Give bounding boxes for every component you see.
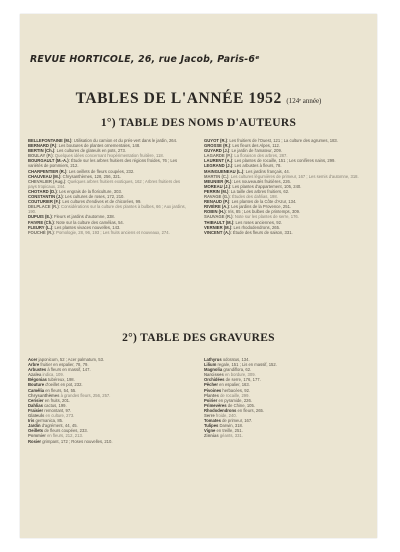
- entry-text: : Les nouveautés fruitières, 226.: [231, 178, 292, 184]
- entry-text: : Les fruitiers de l'Ouest, 121 ; La culture des agrumes, 183.: [227, 138, 338, 143]
- entry-text: herbacées, 92.: [221, 387, 251, 393]
- entry-name: Rhododendrons: [204, 407, 237, 413]
- index-entry: [28, 372, 188, 377]
- entry-text: : Les plantes de rocaille, 151 ; Les conifères nains, 299.: [232, 158, 336, 164]
- entry-text: : Utilisation du camion et du prés-vert dans le jardin, 264.: [71, 138, 178, 143]
- document-page: [20, 14, 377, 538]
- entry-text: froide, 240.: [214, 413, 237, 419]
- entry-text: : Les plantes vivaces nouvelles, 143.: [52, 224, 121, 230]
- entry-name: Oeillets: [28, 428, 44, 434]
- entry-text: : Étude sur les arbres fruitiers des régions froides, 76 ; Les variétés de pommiers, 212.: [28, 158, 178, 169]
- entry-name: Tomates: [204, 418, 221, 424]
- entry-name: Primevères: [204, 402, 227, 408]
- entry-text: grimpant, 172 ; Roses nouvelles, 210.: [41, 438, 113, 444]
- entry-text: remontant, 97.: [43, 407, 72, 413]
- entry-name: Zinnias: [204, 433, 219, 439]
- entry-name: VERNIER (M.): [204, 224, 232, 230]
- entry-name: ROBIN (H.): [204, 209, 226, 215]
- index-entry: [28, 413, 188, 418]
- entry-name: Orchidées: [204, 377, 225, 383]
- entry-name: Lilium: [204, 362, 217, 368]
- index-entry: [204, 230, 367, 235]
- entry-text: : Les arbustes à fleurs, 78.: [232, 163, 282, 169]
- title-main: TABLES DE L'ANNÉE 1952: [75, 90, 282, 107]
- entry-text: de rocaille, 299.: [218, 392, 250, 398]
- entry-name: MAINGUENEAU (L.): [204, 168, 244, 174]
- entry-text: : Chrysanthèmes, 128, 256, 321.: [60, 173, 122, 179]
- entry-text: d'agrément, 44, 45.: [40, 423, 78, 429]
- entry-name: RENAUD (P.): [204, 199, 230, 205]
- entry-text: : Étude des fleurs de saison, 331.: [230, 229, 293, 235]
- index-entry: [28, 204, 188, 214]
- entry-text: : Les fleurs des Alpes, 112.: [230, 143, 281, 149]
- entry-text: à fleurs en massif, 147.: [46, 367, 91, 373]
- entry-text: géants, 331.: [218, 433, 243, 439]
- entry-text: en culture, 273.: [44, 413, 75, 419]
- entry-name: Magnolia: [204, 367, 223, 373]
- index-entry: [204, 413, 367, 418]
- entry-text: Darwin, 318.: [218, 423, 244, 429]
- entry-text: : Études des dahlias, 198.: [229, 194, 278, 200]
- entry-name: GUYARD (J.): [204, 148, 230, 154]
- entry-name: Fraisier: [28, 407, 44, 413]
- entry-name: FLEURY (L.): [28, 224, 53, 230]
- index-entry: [204, 194, 367, 199]
- index-entry: [28, 439, 188, 444]
- entry-name: RIVIÈRE (A.): [204, 204, 229, 210]
- entry-text: en fruits, 201.: [43, 397, 71, 403]
- entry-name: PERRIN (M.): [204, 188, 229, 194]
- entry-name: Glaïeuls: [28, 413, 45, 419]
- entry-text: : Les cultures de glaïeuls en pots, 273.: [54, 148, 126, 154]
- entry-name: Jardin: [28, 423, 41, 429]
- entry-text: de Chine, 105.: [226, 402, 255, 408]
- entry-name: MARTIN (C.): [204, 173, 229, 179]
- index-entry: [204, 174, 367, 179]
- entry-text: : Les roses anciennes, 92.: [233, 219, 283, 225]
- entry-text: germanica, 85.: [34, 418, 64, 424]
- entry-name: BELLEFONTAINE (M.): [28, 138, 72, 143]
- entry-name: Narcisses: [204, 372, 224, 378]
- entry-name: Pommier: [28, 433, 46, 439]
- entry-text: en treille, 251.: [215, 428, 243, 434]
- entry-text: : Les jardins français, 44.: [243, 168, 290, 174]
- entry-name: LAURENT (A.): [204, 158, 233, 164]
- entry-text: regale, 151 ; Lis en massif, 152.: [216, 362, 277, 368]
- entry-name: Cerisier: [28, 397, 44, 403]
- publication-header: REVUE HORTICOLE, 26, rue Jacob, Paris-6ᵉ: [30, 54, 260, 65]
- entry-text: : Les oeillets de fleurs coupées, 232.: [66, 168, 135, 174]
- entry-name: Camélia: [28, 387, 45, 393]
- entry-name: BOULAY (P.): [28, 153, 53, 159]
- entry-text: en pyramide, 226.: [217, 397, 252, 403]
- index-entry: [28, 433, 188, 438]
- entry-text: : Iris, 85 ; Les bulbes de printemps, 309.: [225, 209, 301, 215]
- entry-name: LAGARDE (P.): [204, 153, 233, 159]
- entry-name: Pêcher: [204, 382, 218, 388]
- entry-name: CHAUVEAU (M.): [28, 173, 61, 179]
- entry-name: CONSTANTIN (J.): [28, 194, 63, 200]
- page-title: [20, 90, 377, 108]
- engravings-column-left: [28, 357, 188, 535]
- entry-text: : Note sur la culture des camélias, 54.: [53, 219, 124, 225]
- entry-name: Azalea: [28, 372, 42, 378]
- entry-name: GUYOT (R.): [204, 138, 228, 143]
- entry-name: Bégonias: [28, 377, 47, 383]
- entry-name: BERTIN (Ch.): [28, 148, 55, 154]
- entry-text: de serre, 176, 177.: [224, 377, 261, 383]
- entry-name: SAUVAGE (R.): [204, 214, 233, 220]
- entry-text: de fleurs coupées, 233.: [43, 428, 88, 434]
- entry-text: : Les jardins de la Provence, 251.: [228, 204, 292, 210]
- entry-text: en fleurs, 265.: [236, 407, 265, 413]
- entry-text: d'oeillet en pot, 232.: [44, 382, 83, 388]
- index-entry: [28, 393, 188, 398]
- entry-name: Iris: [28, 418, 35, 424]
- entry-text: de primeur, 167.: [220, 418, 253, 424]
- entry-name: Arbustes: [28, 367, 47, 373]
- entry-text: : La floraison des arbres, 287.: [232, 153, 288, 159]
- entry-text: : Pomologie, 28, 96, 193 ; Les fruits anciens et nouveaux, 274.: [53, 229, 170, 235]
- entry-text: en espalier, 163.: [217, 382, 250, 388]
- entry-text: : Les plantes de la Côte d'Azur, 134.: [229, 199, 297, 205]
- entry-text: : Les cultures d'endives et de chicorées, 99.: [60, 199, 142, 205]
- entry-name: Poirier: [204, 397, 218, 403]
- entry-text: : Les engrais de la floriculture, 303.: [56, 188, 122, 194]
- entry-name: Chrysanthèmes: [28, 392, 60, 398]
- entry-name: BOURGAULT (M.-A.): [28, 158, 69, 164]
- index-entry: [28, 230, 188, 235]
- entry-name: DELPLACE (R.): [28, 204, 59, 210]
- entry-name: Rosier: [28, 438, 42, 444]
- entry-text: indica, 109.: [41, 372, 64, 378]
- entry-text: : Considérations sur la culture des plantes à bulbes, 66 ; Aux jardins, 190.: [28, 204, 186, 215]
- entry-text: : Fleurs et jardins d'automne, 338.: [51, 214, 115, 220]
- entry-name: GROSSE (R.): [204, 143, 231, 149]
- entry-name: Lathyrus: [204, 357, 222, 362]
- entry-name: Pivoines: [204, 387, 222, 393]
- entry-text: à grandes fleurs, 256, 257.: [59, 392, 111, 398]
- entry-text: : Le jardin de l'amateur, 209.: [229, 148, 282, 154]
- index-entry: [204, 372, 367, 377]
- entry-name: DUPUIS (E.): [28, 214, 52, 220]
- entry-name: Acer: [28, 357, 38, 362]
- entry-name: CHEVALIER (Aug.): [28, 178, 66, 184]
- entry-text: grandiflora, 62.: [222, 367, 252, 373]
- entry-name: Vigne: [204, 428, 216, 434]
- entry-name: VINCENT (A.): [204, 229, 231, 235]
- entry-text: odoratus, 134.: [221, 357, 250, 362]
- index-entry: [28, 179, 188, 189]
- entry-text: : La taille des arbres fruitiers, 62.: [228, 188, 290, 194]
- entry-name: MOREAU (J.): [204, 183, 231, 189]
- index-entry: [204, 214, 367, 219]
- authors-column-right: [204, 138, 367, 328]
- entry-name: Plantes: [204, 392, 219, 398]
- index-entry: [28, 158, 188, 168]
- entry-text: en fleurs, 212, 213.: [45, 433, 83, 439]
- entry-text: tubéreux, 198.: [46, 377, 75, 383]
- entry-text: : Les rhododendrons, 265.: [231, 224, 281, 230]
- section-heading-engravings: 2°) TABLE DES GRAVURES: [122, 332, 275, 344]
- entry-text: fruitier en espalier, 78, 79.: [39, 362, 89, 368]
- entry-name: BERNARD (P.): [28, 143, 57, 149]
- entry-text: : Quelques idées concernant l'expérimentation fruitière, 118.: [52, 153, 164, 159]
- entry-name: CHARPENTIER (R.): [28, 168, 67, 174]
- index-entry: [204, 433, 367, 438]
- entry-name: CHOTARD (D.): [28, 188, 57, 194]
- entry-name: MEUNIER (R.): [204, 178, 232, 184]
- entry-text: : Quelques arbres fruitiers exotiques, 162 ; Arbres fruitiers des pays tropicaux, 244.: [28, 178, 181, 189]
- entry-text: en bordure, 309.: [223, 372, 256, 378]
- entry-name: Tulipes: [204, 423, 219, 429]
- entry-name: Dahlias: [28, 402, 43, 408]
- entry-name: Bouture: [28, 382, 45, 388]
- entry-name: FOUCHÉ (R.): [28, 229, 54, 235]
- title-year-note: (124ᵉ année): [286, 97, 322, 105]
- entry-name: COUTURIER (F.): [28, 199, 61, 205]
- entry-text: : Note sur les plantes de serre, 176.: [232, 214, 299, 220]
- engravings-column-right: [204, 357, 367, 535]
- entry-name: THIBAULT (M.): [204, 219, 234, 225]
- section-heading-authors: 1°) TABLE DES NOMS D'AUTEURS: [100, 117, 297, 129]
- entry-text: : Les plantes d'appartement, 105, 240.: [230, 183, 302, 189]
- index-entry: [204, 153, 367, 158]
- index-entry: [28, 153, 188, 158]
- entry-name: RAVAGE (G.): [204, 194, 230, 200]
- entry-name: FAIVRE (Ch.): [28, 219, 54, 225]
- entry-text: japonicum, 52 ; Acer palmatum, 53.: [37, 357, 105, 362]
- entry-text: : Les cultures de roses, 172, 210.: [62, 194, 125, 200]
- authors-column-left: [28, 138, 188, 328]
- entry-text: : Les cultures légumières de primeur, 167 ; Les semis d'automne, 318.: [228, 173, 359, 179]
- entry-name: LEGRAND (J.): [204, 163, 233, 169]
- entry-text: en fleurs, 54, 55.: [44, 387, 77, 393]
- entry-name: Serre: [204, 413, 215, 419]
- index-entry: [204, 393, 367, 398]
- entry-name: Arbre: [28, 362, 40, 368]
- entry-text: cactus, 199.: [42, 402, 67, 408]
- entry-text: : Les boutures de plantes ornementales, 148.: [56, 143, 141, 149]
